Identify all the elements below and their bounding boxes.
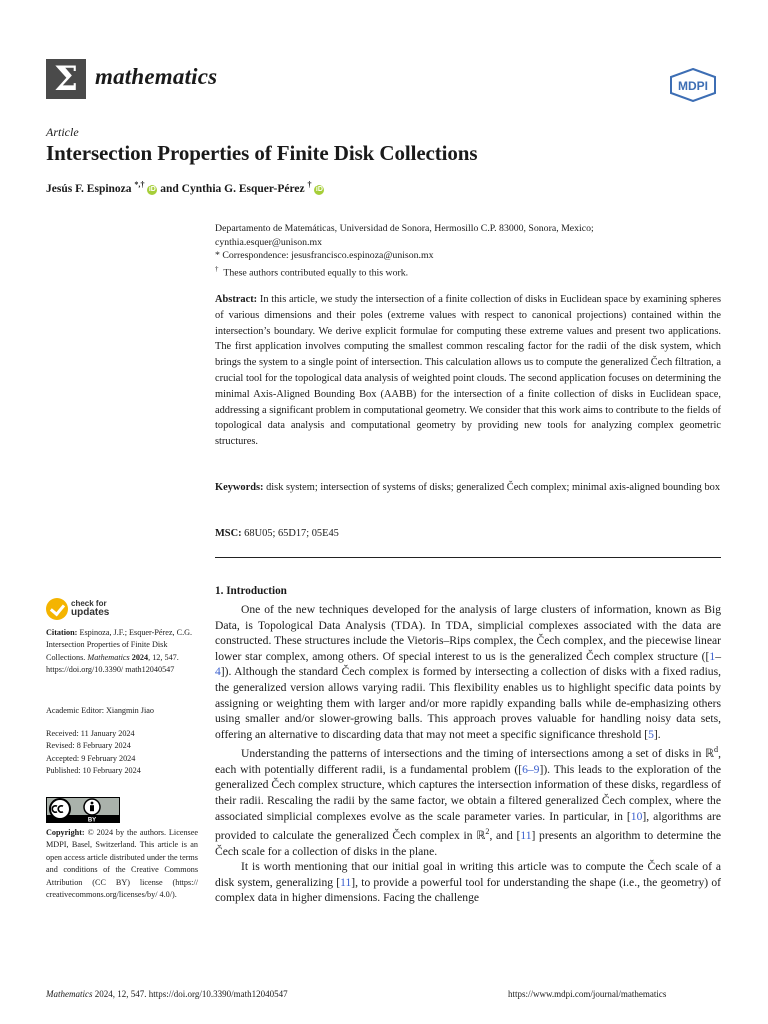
abstract-text: In this article, we study the intersection of a finite collection of disks in Euclidean space by examining spheres of various dimensions and their poles (extreme values with respect to canonical projections) contained within the intersection’s boundary. We derive explicit formulae for computing these extreme values and present two applications. The first application involves computing the smallest common rescaling factor for the radii of the disk system, which brings the system to a single point of intersection. This calculation allows us to compute the generalized Čech filtration, a crucial tool for the topological data analysis of weighted point clouds. The second application focuses on determining the minimal Axis-Aligned Bounding Box (AABB) for the intersection of a finite collection of disks in Euclidean space, addressing a significant problem in computational geometry. We consider that this work aims to contribute to the fields of topological data analysis and computational geometry by providing new tools for analyzing complex geometric structures.	[215, 294, 721, 448]
ref-link[interactable]: 5	[648, 727, 654, 741]
author-1-marks: *,†	[134, 180, 145, 189]
mdpi-logo-text: MDPI	[678, 79, 708, 93]
keywords-text: disk system; intersection of systems of disks; generalized Čech complex; minimal axis-aligned bounding box	[266, 482, 721, 493]
msc	[215, 526, 721, 542]
publication-dates	[46, 728, 198, 778]
article-type: Article	[46, 125, 79, 139]
copyright: Copyright: © 2024 by the authors. Licensee MDPI, Basel, Switzerland. This article is an open access article distributed under the terms and conditions of the Creative Commons Attribution (CC BY) license (https:// creativecommons.org/licenses/by/ 4.0/).	[46, 828, 199, 900]
intro-body	[215, 602, 721, 906]
check-for-updates-line2: updates	[71, 607, 110, 618]
msc-text: 68U05; 65D17; 05E45	[244, 528, 339, 539]
paragraph: It is worth mentioning that our initial goal in writing this article was to compute the Čech scale of a disk system, generalizing [11], to provide a powerful tool for understanding the shape (i.e., the geometry) of complex data in higher dimensions. Facing the challenge	[215, 860, 721, 905]
affiliations	[215, 222, 720, 279]
date-published: Published: 10 February 2024	[46, 766, 141, 776]
cc-by-label: BY	[87, 817, 97, 823]
paragraph: Understanding the patterns of intersections and the timing of intersections among a set of disks in ℝ$^d$, each with potentially different radii, is a fundamental problem ([6–9]). This leads to the exploration of the generalized Čech complex structure, which captures the intersection information of these disks, regardless of their radii. Rescaling the radii by the same factor, we obtain a filtered generalized Čech complex, where the associated simplicial complexes evolve as the scale parameter varies. In particular, in [10], algorithms are provided to calculate the generalized Čech complex in ℝ$^2$, and [11] presents an algorithm to determine the Čech scale for a collection of disks in the plane.	[215, 745, 722, 858]
ref-link[interactable]: 4	[215, 665, 221, 679]
paragraph: One of the new techniques developed for the analysis of large clusters of information, known as Big Data, is Topological Data Analysis (TDA). In TDA, simplicial complexes associated with the data are constructed. These structures include the Vietoris–Rips complex, the Čech complex, and the piecewise linear lower star complex, among others. Of special interest to us is the generalized Čech complex structure ([1–4]). Although the standard Čech complex is formed by intersecting a collection of disks with a fixed radius, the generalized version allows varying radii. This flexibility enables us to highlight specific data points by assigning or weighting them with larger and/or more rapidly expanding balls while de-emphasizing others using smaller and/or slower-growing balls. This approach proves valuable for handling noisy data sets, offering an alternative to discarding data that may not meet a specific significance threshold [5].	[215, 603, 721, 741]
author-2-marks: †	[307, 180, 312, 189]
cc-by-license-icon[interactable]	[46, 797, 120, 823]
citation: Citation: Espinoza, J.F.; Esquer-Pérez, C.G. Intersection Properties of Finite Disk Collections. Mathematics 2024, 12, 547. https://doi.org/10.3390/ math12040547	[46, 628, 193, 675]
author-2[interactable]: Cynthia G. Esquer-Pérez	[181, 182, 305, 195]
date-revised: Revised: 8 February 2024	[46, 741, 131, 751]
date-accepted: Accepted: 9 February 2024	[46, 753, 136, 763]
affiliation-email[interactable]: cynthia.esquer@unison.mx	[215, 236, 322, 248]
ref-link[interactable]: 1	[709, 649, 716, 663]
footer-citation: Mathematics 2024, 12, 547. https://doi.org/10.3390/math12040547	[46, 989, 288, 999]
ref-link[interactable]: 11	[340, 875, 352, 889]
orcid-icon[interactable]: iD	[315, 185, 323, 193]
author-1[interactable]: Jesús F. Espinoza	[46, 182, 132, 195]
check-for-updates-icon	[46, 598, 68, 620]
citation-doi[interactable]: , 12, 547. https://doi.org/10.3390/ math12040547	[46, 652, 179, 675]
equal-contribution-note: † These authors contributed equally to this work.	[215, 265, 409, 278]
ref-link[interactable]: 10	[630, 809, 643, 823]
journal-name: mathematics	[95, 64, 218, 89]
correspondence: * Correspondence: jesusfrancisco.espinoza@unison.mx	[215, 250, 434, 261]
copyright-label: Copyright:	[46, 828, 85, 837]
date-received: Received: 11 January 2024	[46, 729, 135, 738]
section-divider	[215, 557, 721, 558]
ref-link[interactable]: 11	[520, 829, 532, 843]
author-list	[46, 180, 324, 195]
article-title: Intersection Properties of Finite Disk Collections	[46, 141, 478, 165]
check-for-updates-line1: check for	[71, 599, 107, 608]
abstract-label: Abstract:	[215, 294, 258, 305]
msc-label: MSC:	[215, 528, 242, 539]
keywords	[215, 480, 721, 496]
affiliation-line: Departamento de Matemáticas, Universidad de Sonora, Hermosillo C.P. 83000, Sonora, Mexico;	[215, 223, 594, 234]
abstract	[215, 292, 721, 450]
academic-editor: Academic Editor: Xiangmin Jiao	[46, 706, 155, 715]
orcid-icon[interactable]: iD	[148, 185, 156, 193]
footer-journal-url[interactable]: https://www.mdpi.com/journal/mathematics	[508, 989, 667, 999]
check-for-updates-button[interactable]	[46, 598, 166, 624]
keywords-label: Keywords:	[215, 482, 264, 493]
journal-logo: Σ	[46, 59, 86, 99]
mdpi-logo	[667, 68, 719, 102]
section-heading: 1. Introduction	[215, 585, 287, 597]
ref-link[interactable]: 6–9	[522, 762, 540, 776]
citation-label: Citation:	[46, 628, 78, 637]
author-connector: and	[160, 182, 179, 195]
